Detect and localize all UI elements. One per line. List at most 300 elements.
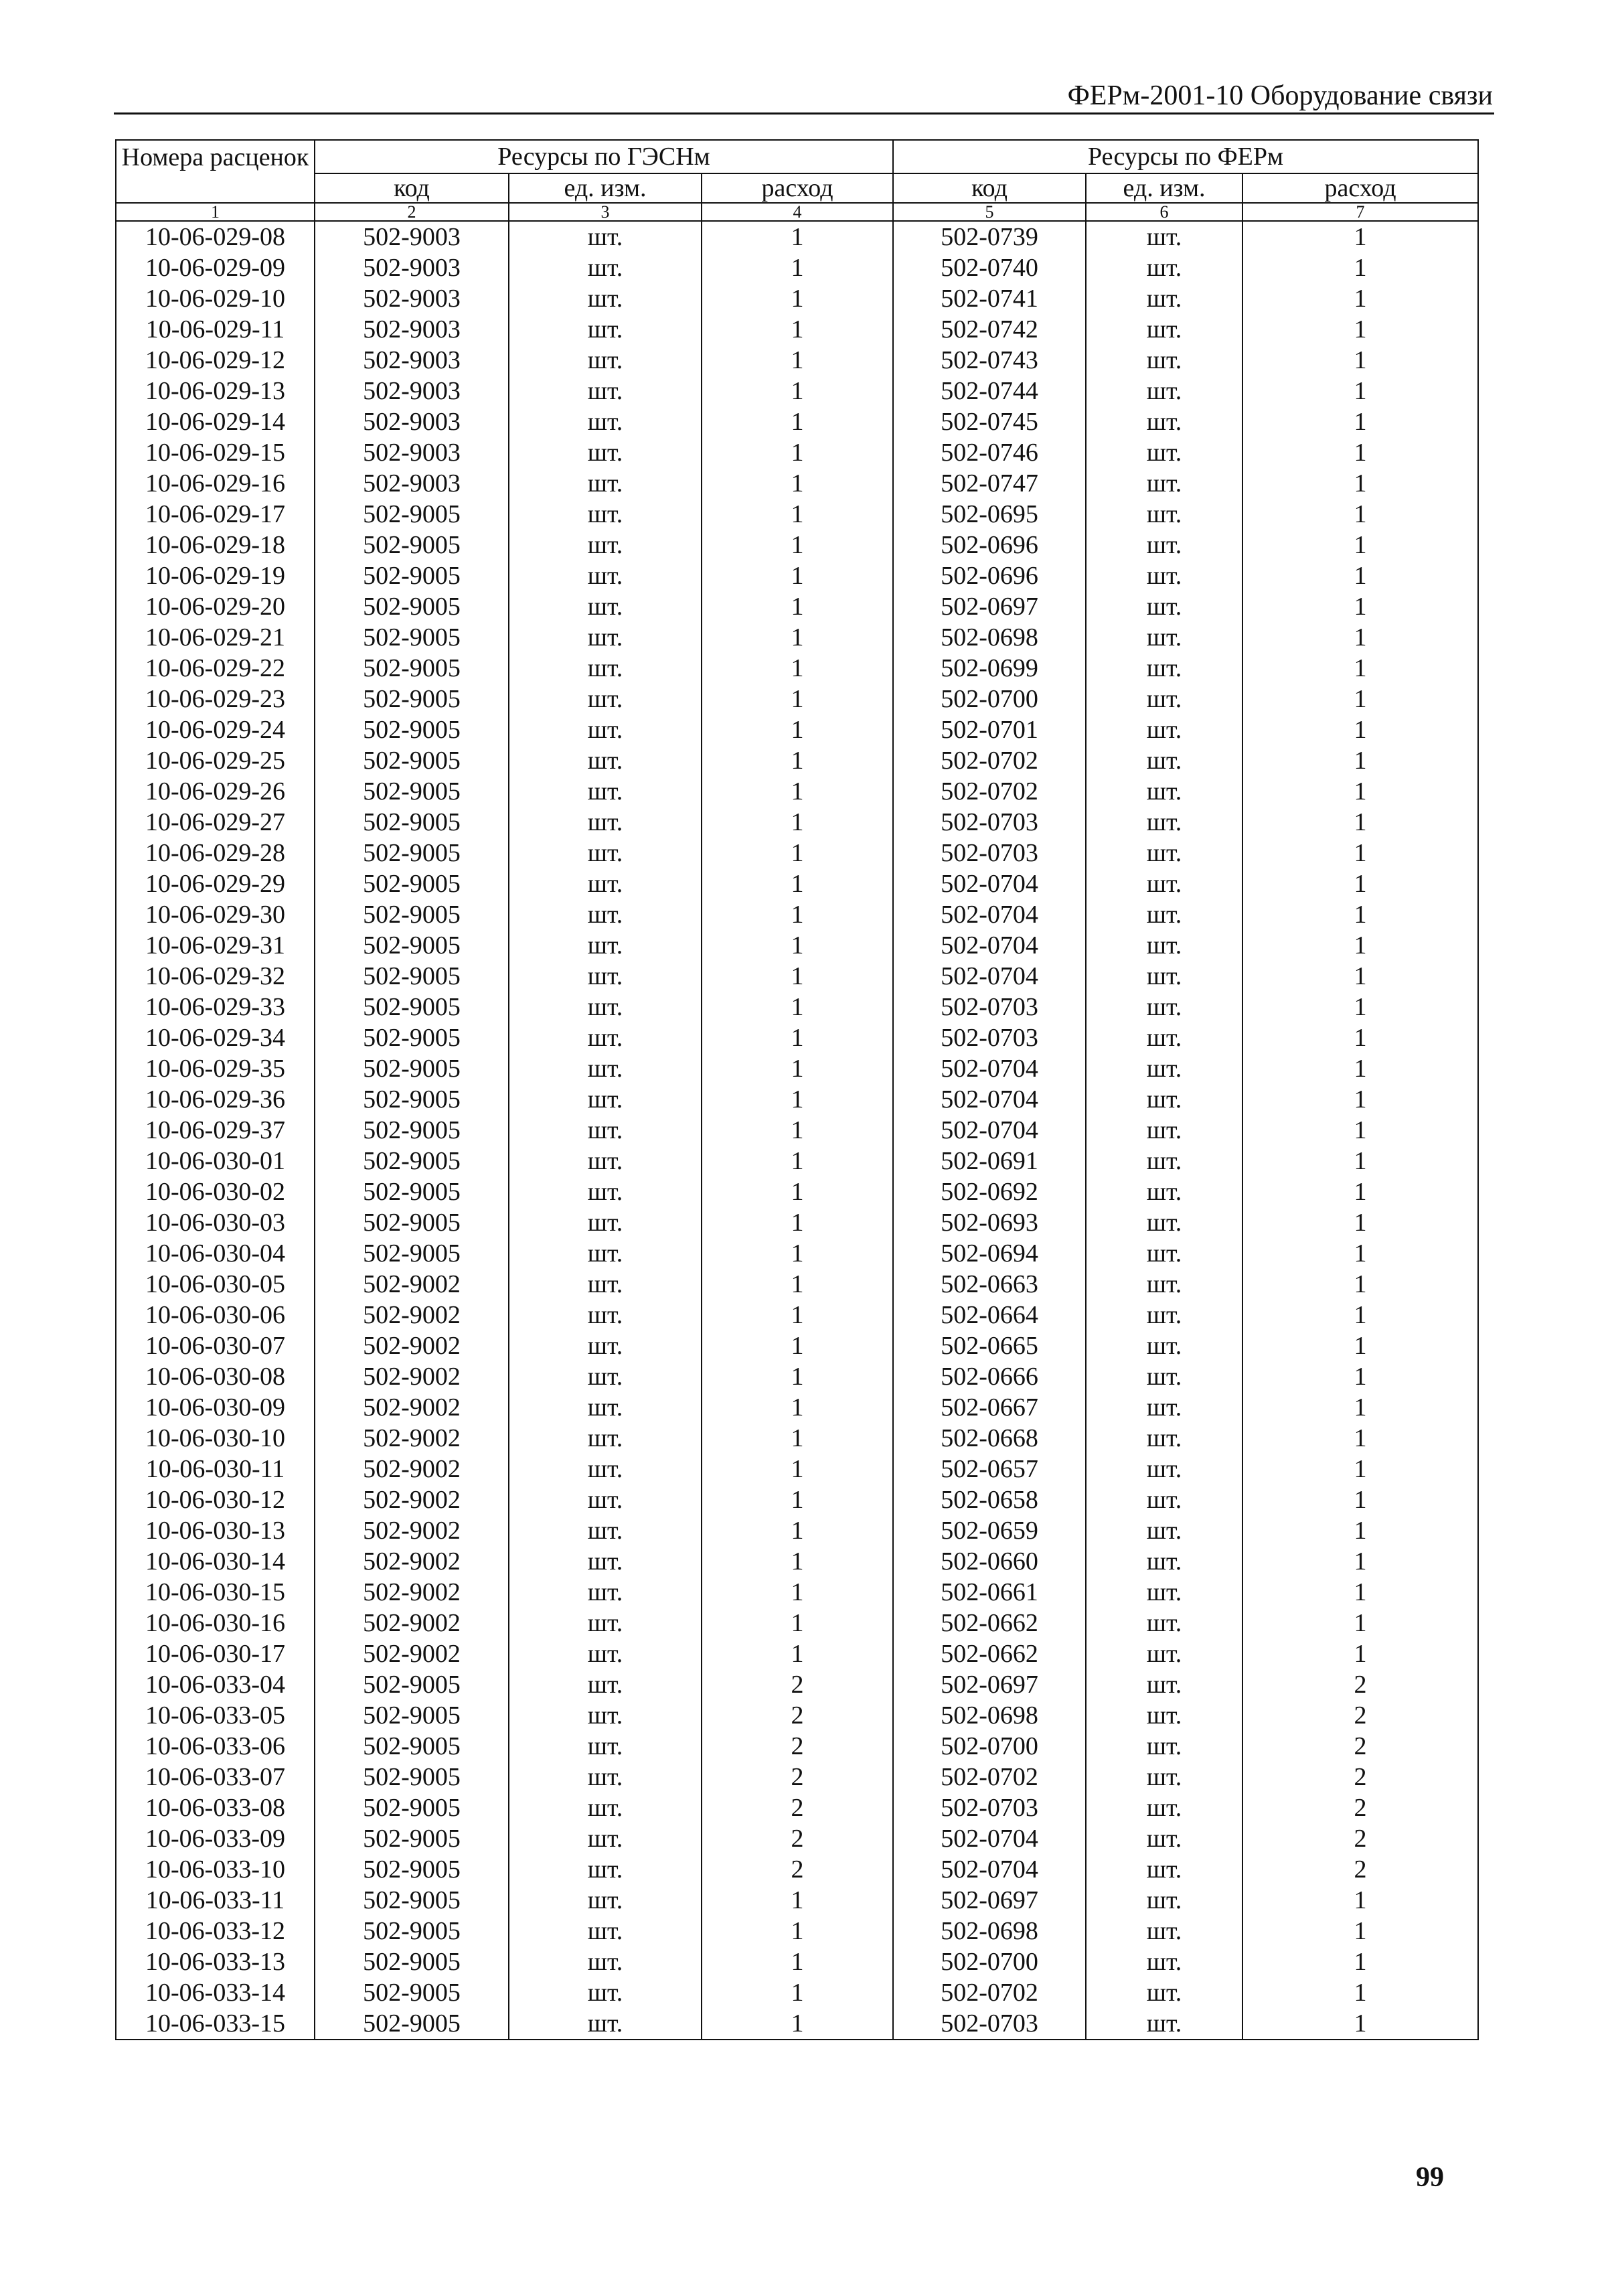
gesn-consumption-cell: 1 [702, 406, 893, 437]
gesn-unit-cell: шт. [509, 1207, 702, 1238]
fer-consumption-cell: 1 [1242, 622, 1478, 653]
fer-code-cell: 502-0747 [893, 468, 1086, 499]
gesn-consumption-cell: 1 [702, 1577, 893, 1608]
fer-code-cell: 502-0663 [893, 1269, 1086, 1300]
resources-table [115, 139, 1479, 2040]
gesn-consumption-cell: 1 [702, 1423, 893, 1454]
gesn-unit-cell: шт. [509, 930, 702, 961]
gesn-code-cell: 502-9002 [315, 1577, 509, 1608]
fer-consumption-cell: 1 [1242, 992, 1478, 1022]
fer-consumption-cell: 1 [1242, 1176, 1478, 1207]
table-body [116, 221, 1478, 2040]
gesn-unit-cell: шт. [509, 1577, 702, 1608]
gesn-unit-cell: шт. [509, 1361, 702, 1392]
gesn-code-cell: 502-9002 [315, 1423, 509, 1454]
fer-code-cell: 502-0743 [893, 345, 1086, 376]
table-row [116, 1854, 1478, 1885]
gesn-code-cell: 502-9005 [315, 560, 509, 591]
fer-consumption-cell: 1 [1242, 376, 1478, 406]
table-row [116, 437, 1478, 468]
fer-unit-cell: шт. [1086, 406, 1242, 437]
fer-unit-cell: шт. [1086, 1115, 1242, 1146]
gesn-unit-cell: шт. [509, 807, 702, 838]
fer-consumption-cell: 1 [1242, 1577, 1478, 1608]
gesn-unit-cell: шт. [509, 1946, 702, 1977]
fer-unit-cell: шт. [1086, 560, 1242, 591]
gesn-consumption-cell: 1 [702, 1053, 893, 1084]
fer-consumption-cell: 1 [1242, 499, 1478, 530]
gesn-unit-cell: шт. [509, 1916, 702, 1946]
fer-consumption-cell: 1 [1242, 1361, 1478, 1392]
table-row [116, 653, 1478, 684]
fer-consumption-cell: 1 [1242, 1392, 1478, 1423]
gesn-code-cell: 502-9002 [315, 1546, 509, 1577]
fer-unit-cell: шт. [1086, 807, 1242, 838]
fer-code-cell: 502-0697 [893, 1885, 1086, 1916]
fer-unit-cell: шт. [1086, 992, 1242, 1022]
fer-consumption-cell: 1 [1242, 1330, 1478, 1361]
gesn-code-cell: 502-9005 [315, 1731, 509, 1762]
table-row [116, 345, 1478, 376]
gesn-unit-cell: шт. [509, 468, 702, 499]
gesn-code-cell: 502-9005 [315, 1916, 509, 1946]
fer-consumption-cell: 1 [1242, 1546, 1478, 1577]
gesn-unit-cell: шт. [509, 345, 702, 376]
gesn-code-cell: 502-9005 [315, 1146, 509, 1176]
gesn-consumption-cell: 1 [702, 1084, 893, 1115]
fer-consumption-cell: 1 [1242, 899, 1478, 930]
gesn-code-cell: 502-9005 [315, 1084, 509, 1115]
gesn-consumption-cell: 1 [702, 745, 893, 776]
gesn-consumption-cell: 1 [702, 283, 893, 314]
gesn-consumption-cell: 1 [702, 530, 893, 560]
gesn-unit-cell: шт. [509, 1330, 702, 1361]
rate-number-cell: 10-06-033-07 [116, 1762, 315, 1792]
rate-number-cell: 10-06-030-04 [116, 1238, 315, 1269]
gesn-unit-cell: шт. [509, 1700, 702, 1731]
fer-code-cell: 502-0703 [893, 2008, 1086, 2040]
table-row [116, 530, 1478, 560]
fer-code-cell: 502-0742 [893, 314, 1086, 345]
fer-unit-cell: шт. [1086, 1361, 1242, 1392]
table-row [116, 560, 1478, 591]
fer-unit-cell: шт. [1086, 1823, 1242, 1854]
gesn-code-cell: 502-9005 [315, 714, 509, 745]
gesn-consumption-cell: 1 [702, 992, 893, 1022]
rate-number-cell: 10-06-033-05 [116, 1700, 315, 1731]
table-row [116, 1546, 1478, 1577]
table-row [116, 1423, 1478, 1454]
fer-unit-cell: шт. [1086, 468, 1242, 499]
gesn-unit-cell: шт. [509, 1423, 702, 1454]
rate-number-cell: 10-06-033-08 [116, 1792, 315, 1823]
gesn-consumption-cell: 1 [702, 622, 893, 653]
fer-consumption-cell: 1 [1242, 1084, 1478, 1115]
fer-code-cell: 502-0704 [893, 930, 1086, 961]
gesn-consumption-cell: 1 [702, 221, 893, 252]
fer-unit-cell: шт. [1086, 1022, 1242, 1053]
gesn-consumption-cell: 1 [702, 560, 893, 591]
gesn-code-cell: 502-9002 [315, 1484, 509, 1515]
gesn-code-cell: 502-9005 [315, 961, 509, 992]
gesn-unit-cell: шт. [509, 560, 702, 591]
rate-number-cell: 10-06-033-14 [116, 1977, 315, 2008]
gesn-code-cell: 502-9005 [315, 776, 509, 807]
table-row [116, 376, 1478, 406]
rate-number-cell: 10-06-029-29 [116, 868, 315, 899]
fer-code-cell: 502-0702 [893, 776, 1086, 807]
rate-number-cell: 10-06-029-22 [116, 653, 315, 684]
rate-number-cell: 10-06-030-17 [116, 1638, 315, 1669]
fer-unit-cell: шт. [1086, 1885, 1242, 1916]
table-row [116, 1669, 1478, 1700]
column-number: 6 [1086, 203, 1242, 221]
table-row [116, 776, 1478, 807]
fer-unit-cell: шт. [1086, 1731, 1242, 1762]
table-row [116, 1916, 1478, 1946]
gesn-code-cell: 502-9005 [315, 684, 509, 714]
table-row [116, 1454, 1478, 1484]
fer-consumption-cell: 2 [1242, 1762, 1478, 1792]
fer-code-cell: 502-0701 [893, 714, 1086, 745]
rate-number-cell: 10-06-030-08 [116, 1361, 315, 1392]
gesn-code-cell: 502-9005 [315, 1700, 509, 1731]
fer-code-cell: 502-0704 [893, 868, 1086, 899]
gesn-unit-cell: шт. [509, 1053, 702, 1084]
rate-number-cell: 10-06-029-28 [116, 838, 315, 868]
fer-consumption-cell: 1 [1242, 1238, 1478, 1269]
fer-code-cell: 502-0659 [893, 1515, 1086, 1546]
rate-number-cell: 10-06-030-01 [116, 1146, 315, 1176]
gesn-code-cell: 502-9003 [315, 283, 509, 314]
rate-number-cell: 10-06-029-27 [116, 807, 315, 838]
gesn-code-cell: 502-9005 [315, 1669, 509, 1700]
fer-consumption-cell: 2 [1242, 1854, 1478, 1885]
fer-consumption-cell: 1 [1242, 221, 1478, 252]
fer-unit-cell: шт. [1086, 499, 1242, 530]
table-row [116, 283, 1478, 314]
gesn-code-cell: 502-9005 [315, 591, 509, 622]
subheader-gesn-consumption: расход [702, 173, 893, 203]
rate-number-cell: 10-06-029-35 [116, 1053, 315, 1084]
fer-unit-cell: шт. [1086, 653, 1242, 684]
gesn-code-cell: 502-9005 [315, 1885, 509, 1916]
gesn-unit-cell: шт. [509, 1146, 702, 1176]
rate-number-cell: 10-06-029-16 [116, 468, 315, 499]
gesn-consumption-cell: 1 [702, 2008, 893, 2040]
gesn-code-cell: 502-9005 [315, 745, 509, 776]
fer-unit-cell: шт. [1086, 714, 1242, 745]
fer-unit-cell: шт. [1086, 1638, 1242, 1669]
table-row [116, 2008, 1478, 2040]
gesn-unit-cell: шт. [509, 1546, 702, 1577]
table-row [116, 406, 1478, 437]
fer-consumption-cell: 1 [1242, 868, 1478, 899]
table-row [116, 1608, 1478, 1638]
gesn-code-cell: 502-9005 [315, 1854, 509, 1885]
gesn-code-cell: 502-9002 [315, 1454, 509, 1484]
gesn-unit-cell: шт. [509, 530, 702, 560]
gesn-consumption-cell: 1 [702, 1022, 893, 1053]
gesn-code-cell: 502-9002 [315, 1300, 509, 1330]
fer-consumption-cell: 1 [1242, 1916, 1478, 1946]
gesn-unit-cell: шт. [509, 1792, 702, 1823]
rate-number-cell: 10-06-030-12 [116, 1484, 315, 1515]
fer-unit-cell: шт. [1086, 1608, 1242, 1638]
gesn-code-cell: 502-9005 [315, 530, 509, 560]
gesn-consumption-cell: 1 [702, 499, 893, 530]
gesn-unit-cell: шт. [509, 1731, 702, 1762]
table-row [116, 807, 1478, 838]
rate-number-cell: 10-06-029-25 [116, 745, 315, 776]
table-row [116, 1176, 1478, 1207]
fer-unit-cell: шт. [1086, 1854, 1242, 1885]
rate-number-cell: 10-06-033-15 [116, 2008, 315, 2040]
gesn-consumption-cell: 1 [702, 1977, 893, 2008]
subheader-gesn-code: код [315, 173, 509, 203]
gesn-unit-cell: шт. [509, 1885, 702, 1916]
gesn-code-cell: 502-9005 [315, 1762, 509, 1792]
gesn-code-cell: 502-9005 [315, 868, 509, 899]
fer-unit-cell: шт. [1086, 1762, 1242, 1792]
subheader-fer-consumption: расход [1242, 173, 1478, 203]
table-row [116, 899, 1478, 930]
fer-code-cell: 502-0667 [893, 1392, 1086, 1423]
fer-code-cell: 502-0704 [893, 899, 1086, 930]
gesn-consumption-cell: 1 [702, 1146, 893, 1176]
fer-consumption-cell: 2 [1242, 1792, 1478, 1823]
table-row [116, 1577, 1478, 1608]
rate-number-cell: 10-06-033-10 [116, 1854, 315, 1885]
column-number: 7 [1242, 203, 1478, 221]
gesn-code-cell: 502-9002 [315, 1638, 509, 1669]
rate-number-cell: 10-06-029-13 [116, 376, 315, 406]
fer-code-cell: 502-0664 [893, 1300, 1086, 1330]
fer-unit-cell: шт. [1086, 1577, 1242, 1608]
fer-consumption-cell: 1 [1242, 745, 1478, 776]
gesn-unit-cell: шт. [509, 1269, 702, 1300]
gesn-code-cell: 502-9005 [315, 1022, 509, 1053]
gesn-unit-cell: шт. [509, 1238, 702, 1269]
gesn-unit-cell: шт. [509, 499, 702, 530]
fer-code-cell: 502-0702 [893, 1977, 1086, 2008]
gesn-code-cell: 502-9005 [315, 930, 509, 961]
fer-code-cell: 502-0703 [893, 992, 1086, 1022]
fer-unit-cell: шт. [1086, 776, 1242, 807]
fer-unit-cell: шт. [1086, 622, 1242, 653]
gesn-unit-cell: шт. [509, 221, 702, 252]
table-row [116, 591, 1478, 622]
gesn-code-cell: 502-9002 [315, 1330, 509, 1361]
fer-consumption-cell: 1 [1242, 468, 1478, 499]
table-row [116, 1762, 1478, 1792]
fer-code-cell: 502-0693 [893, 1207, 1086, 1238]
table-row [116, 745, 1478, 776]
gesn-code-cell: 502-9005 [315, 1946, 509, 1977]
fer-unit-cell: шт. [1086, 1392, 1242, 1423]
gesn-unit-cell: шт. [509, 992, 702, 1022]
fer-unit-cell: шт. [1086, 1546, 1242, 1577]
fer-code-cell: 502-0660 [893, 1546, 1086, 1577]
fer-code-cell: 502-0700 [893, 684, 1086, 714]
fer-consumption-cell: 2 [1242, 1700, 1478, 1731]
rate-number-cell: 10-06-029-18 [116, 530, 315, 560]
gesn-unit-cell: шт. [509, 591, 702, 622]
fer-code-cell: 502-0695 [893, 499, 1086, 530]
fer-unit-cell: шт. [1086, 1669, 1242, 1700]
fer-unit-cell: шт. [1086, 1977, 1242, 2008]
rate-number-cell: 10-06-029-09 [116, 252, 315, 283]
gesn-consumption-cell: 1 [702, 1176, 893, 1207]
fer-unit-cell: шт. [1086, 961, 1242, 992]
rate-number-cell: 10-06-029-37 [116, 1115, 315, 1146]
fer-unit-cell: шт. [1086, 1084, 1242, 1115]
fer-code-cell: 502-0668 [893, 1423, 1086, 1454]
fer-unit-cell: шт. [1086, 376, 1242, 406]
fer-consumption-cell: 2 [1242, 1823, 1478, 1854]
gesn-code-cell: 502-9005 [315, 1823, 509, 1854]
header-divider [114, 112, 1494, 114]
fer-consumption-cell: 1 [1242, 1638, 1478, 1669]
rate-number-cell: 10-06-029-12 [116, 345, 315, 376]
rate-number-cell: 10-06-029-36 [116, 1084, 315, 1115]
gesn-unit-cell: шт. [509, 961, 702, 992]
fer-code-cell: 502-0745 [893, 406, 1086, 437]
gesn-consumption-cell: 1 [702, 1546, 893, 1577]
fer-unit-cell: шт. [1086, 1269, 1242, 1300]
fer-code-cell: 502-0703 [893, 1792, 1086, 1823]
table-row [116, 1515, 1478, 1546]
gesn-consumption-cell: 1 [702, 1916, 893, 1946]
gesn-code-cell: 502-9002 [315, 1515, 509, 1546]
fer-consumption-cell: 1 [1242, 961, 1478, 992]
fer-code-cell: 502-0702 [893, 1762, 1086, 1792]
table-row [116, 992, 1478, 1022]
table-row [116, 1638, 1478, 1669]
table-row [116, 1022, 1478, 1053]
gesn-unit-cell: шт. [509, 1176, 702, 1207]
gesn-consumption-cell: 1 [702, 1269, 893, 1300]
rate-number-cell: 10-06-029-15 [116, 437, 315, 468]
gesn-code-cell: 502-9005 [315, 622, 509, 653]
fer-consumption-cell: 1 [1242, 1946, 1478, 1977]
gesn-consumption-cell: 1 [702, 653, 893, 684]
gesn-consumption-cell: 1 [702, 1885, 893, 1916]
fer-code-cell: 502-0704 [893, 1823, 1086, 1854]
rate-number-cell: 10-06-029-14 [116, 406, 315, 437]
fer-consumption-cell: 1 [1242, 1423, 1478, 1454]
gesn-consumption-cell: 1 [702, 1484, 893, 1515]
gesn-unit-cell: шт. [509, 1115, 702, 1146]
fer-code-cell: 502-0704 [893, 1053, 1086, 1084]
fer-unit-cell: шт. [1086, 1916, 1242, 1946]
gesn-unit-cell: шт. [509, 2008, 702, 2040]
column-number: 1 [116, 203, 315, 221]
gesn-code-cell: 502-9003 [315, 252, 509, 283]
rate-number-cell: 10-06-029-08 [116, 221, 315, 252]
fer-consumption-cell: 1 [1242, 1515, 1478, 1546]
rate-number-cell: 10-06-030-06 [116, 1300, 315, 1330]
gesn-code-cell: 502-9003 [315, 345, 509, 376]
fer-consumption-cell: 1 [1242, 807, 1478, 838]
gesn-consumption-cell: 1 [702, 1238, 893, 1269]
fer-unit-cell: шт. [1086, 1792, 1242, 1823]
fer-code-cell: 502-0696 [893, 530, 1086, 560]
table-row [116, 1946, 1478, 1977]
fer-consumption-cell: 1 [1242, 1608, 1478, 1638]
gesn-unit-cell: шт. [509, 745, 702, 776]
fer-consumption-cell: 1 [1242, 1053, 1478, 1084]
gesn-unit-cell: шт. [509, 899, 702, 930]
fer-code-cell: 502-0704 [893, 1084, 1086, 1115]
gesn-consumption-cell: 1 [702, 252, 893, 283]
fer-code-cell: 502-0700 [893, 1946, 1086, 1977]
gesn-consumption-cell: 1 [702, 376, 893, 406]
fer-consumption-cell: 2 [1242, 1731, 1478, 1762]
gesn-consumption-cell: 2 [702, 1731, 893, 1762]
fer-unit-cell: шт. [1086, 930, 1242, 961]
gesn-code-cell: 502-9005 [315, 653, 509, 684]
gesn-consumption-cell: 1 [702, 868, 893, 899]
column-number: 5 [893, 203, 1086, 221]
fer-consumption-cell: 2 [1242, 1669, 1478, 1700]
rate-number-cell: 10-06-029-31 [116, 930, 315, 961]
fer-consumption-cell: 1 [1242, 560, 1478, 591]
gesn-unit-cell: шт. [509, 283, 702, 314]
gesn-consumption-cell: 1 [702, 1946, 893, 1977]
fer-consumption-cell: 1 [1242, 530, 1478, 560]
gesn-consumption-cell: 2 [702, 1669, 893, 1700]
fer-unit-cell: шт. [1086, 1300, 1242, 1330]
table-row [116, 468, 1478, 499]
gesn-consumption-cell: 1 [702, 1392, 893, 1423]
fer-code-cell: 502-0691 [893, 1146, 1086, 1176]
gesn-consumption-cell: 1 [702, 591, 893, 622]
gesn-consumption-cell: 2 [702, 1854, 893, 1885]
gesn-unit-cell: шт. [509, 1669, 702, 1700]
gesn-consumption-cell: 1 [702, 961, 893, 992]
gesn-consumption-cell: 1 [702, 1300, 893, 1330]
gesn-code-cell: 502-9002 [315, 1392, 509, 1423]
fer-consumption-cell: 1 [1242, 406, 1478, 437]
fer-unit-cell: шт. [1086, 1238, 1242, 1269]
fer-unit-cell: шт. [1086, 1207, 1242, 1238]
table-row [116, 961, 1478, 992]
gesn-code-cell: 502-9005 [315, 1115, 509, 1146]
rate-number-cell: 10-06-029-32 [116, 961, 315, 992]
fer-code-cell: 502-0692 [893, 1176, 1086, 1207]
fer-consumption-cell: 1 [1242, 2008, 1478, 2040]
gesn-consumption-cell: 1 [702, 684, 893, 714]
gesn-unit-cell: шт. [509, 1022, 702, 1053]
gesn-code-cell: 502-9003 [315, 314, 509, 345]
fer-consumption-cell: 1 [1242, 1885, 1478, 1916]
gesn-consumption-cell: 1 [702, 776, 893, 807]
fer-consumption-cell: 1 [1242, 1207, 1478, 1238]
gesn-unit-cell: шт. [509, 1392, 702, 1423]
fer-consumption-cell: 1 [1242, 252, 1478, 283]
fer-unit-cell: шт. [1086, 1700, 1242, 1731]
gesn-unit-cell: шт. [509, 1084, 702, 1115]
rate-number-cell: 10-06-029-24 [116, 714, 315, 745]
gesn-unit-cell: шт. [509, 1977, 702, 2008]
fer-code-cell: 502-0699 [893, 653, 1086, 684]
table-row [116, 1792, 1478, 1823]
rate-number-cell: 10-06-030-13 [116, 1515, 315, 1546]
gesn-consumption-cell: 1 [702, 1115, 893, 1146]
gesn-consumption-cell: 1 [702, 1515, 893, 1546]
fer-code-cell: 502-0658 [893, 1484, 1086, 1515]
